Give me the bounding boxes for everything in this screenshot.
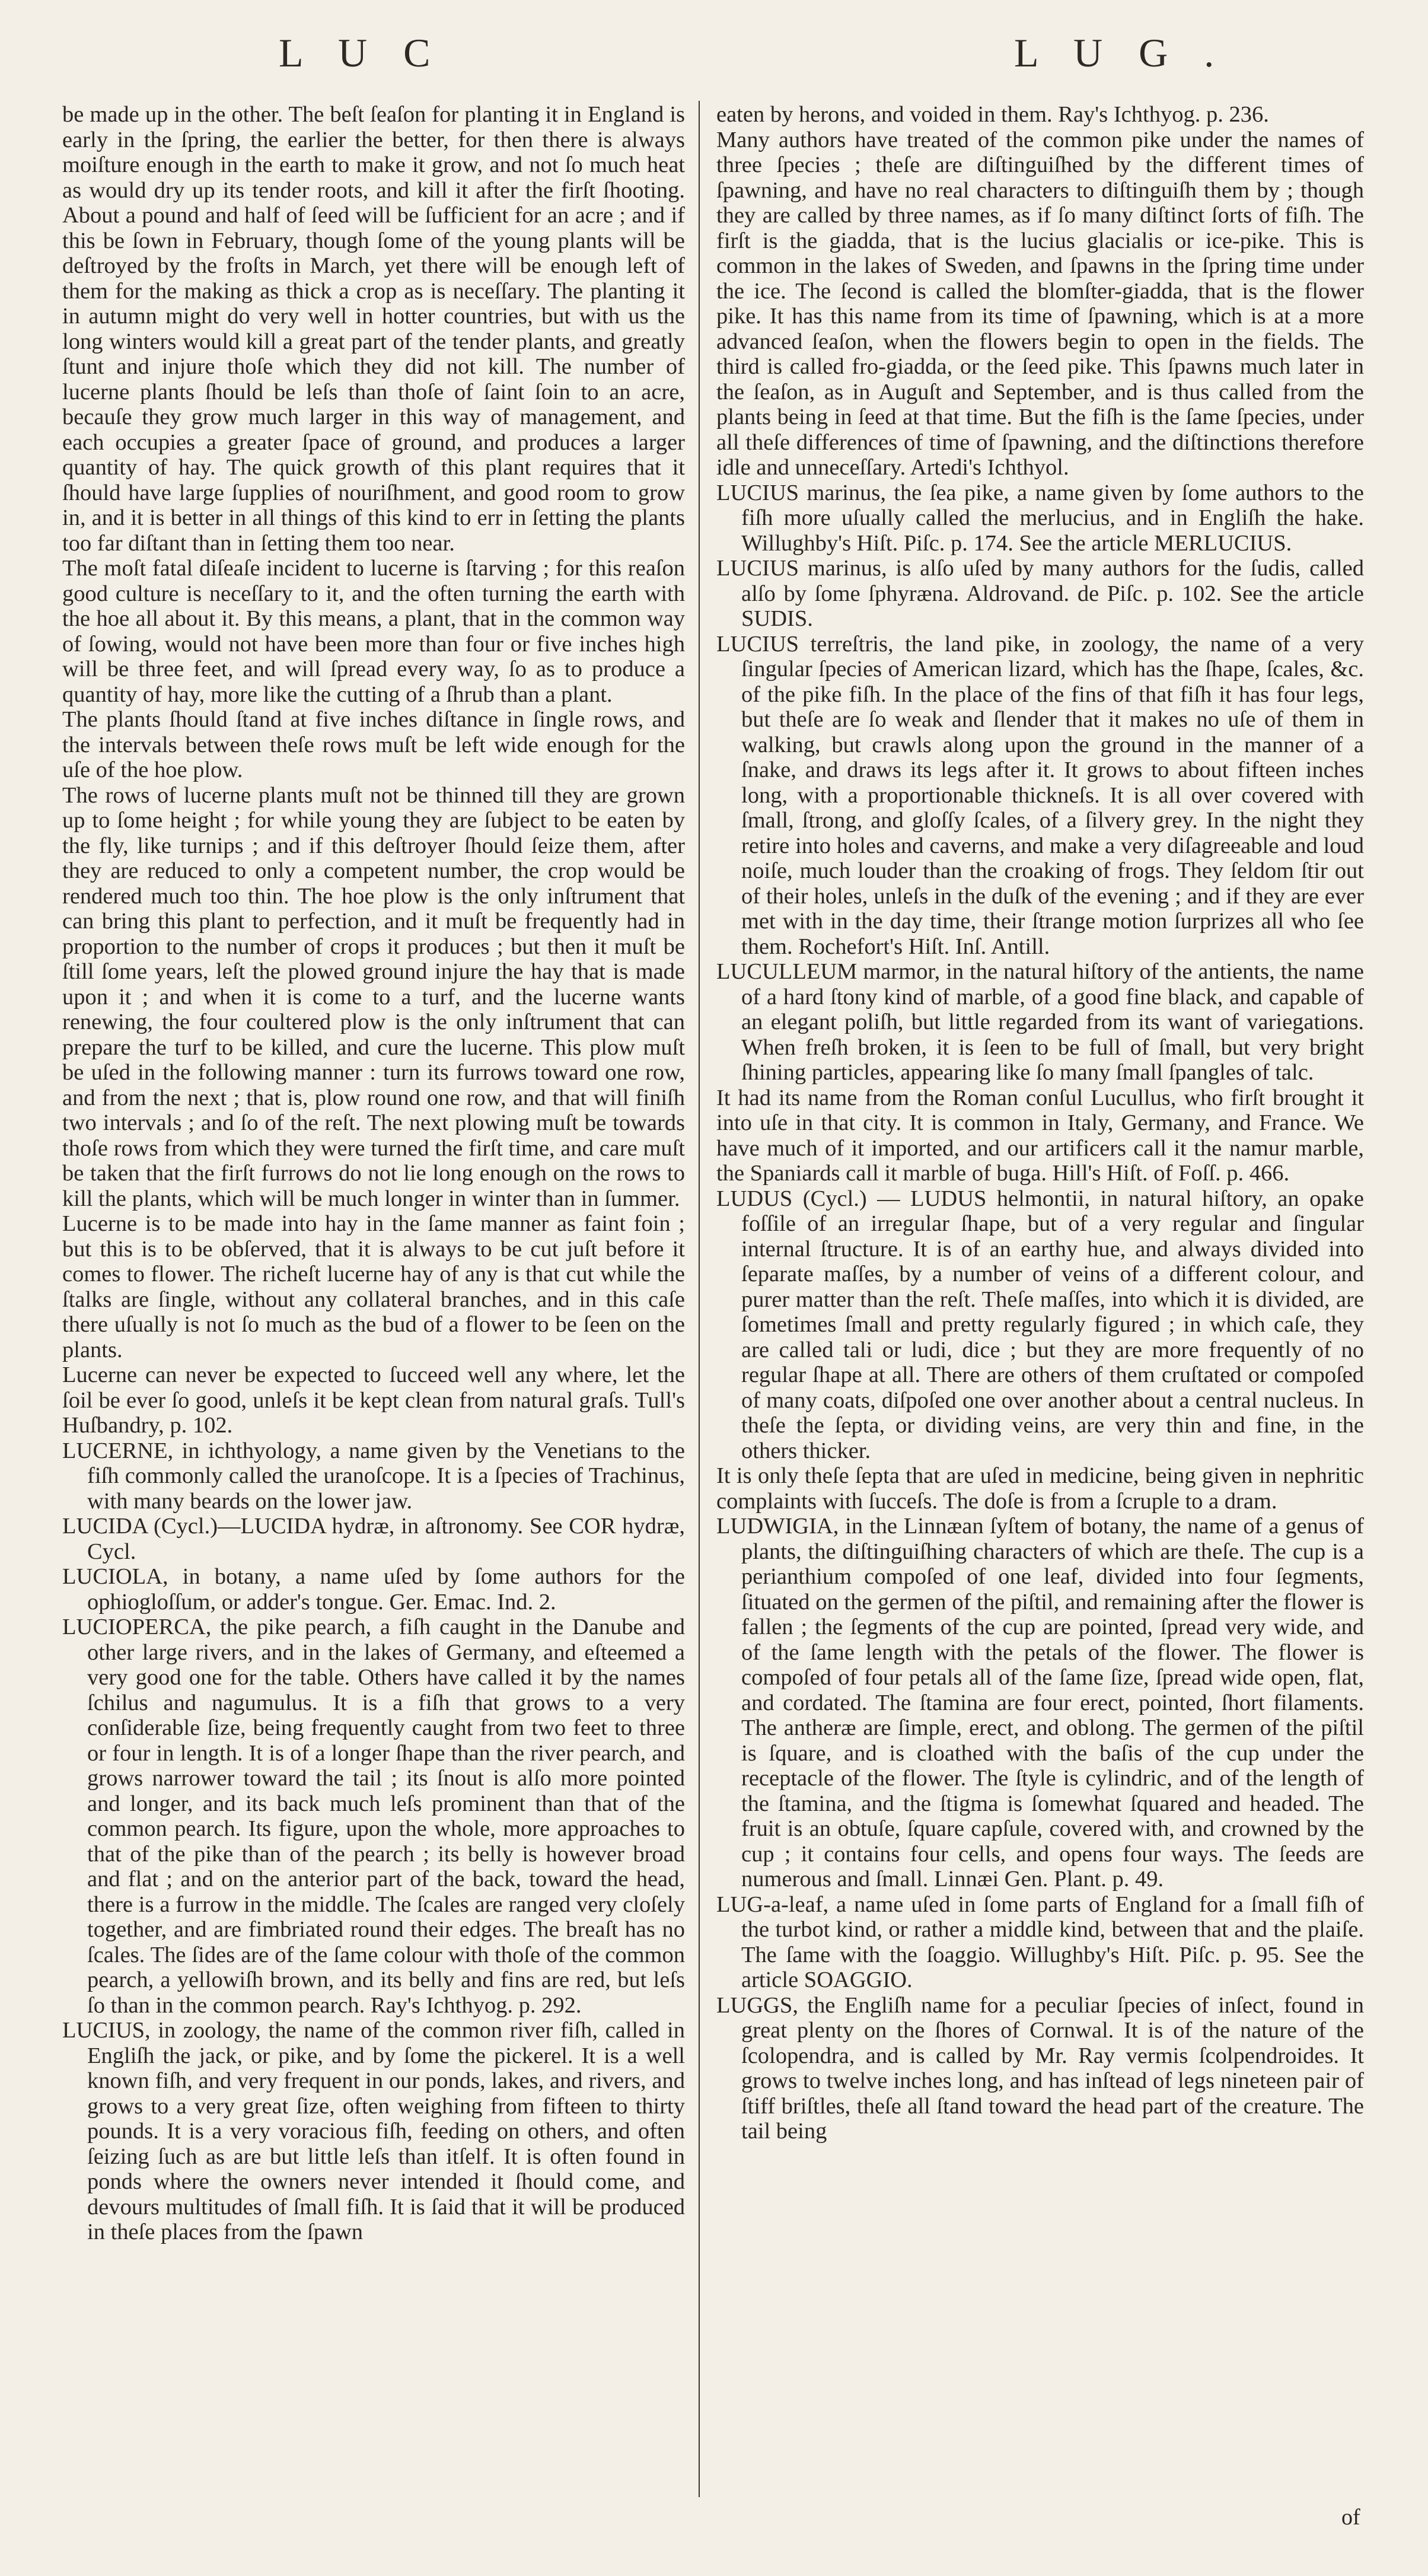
dictionary-entry: LUCIDA (Cycl.)—LUCIDA hydræ, in aſtronomy. See COR hydræ, Cycl. — [62, 1514, 685, 1564]
paragraph: The plants ſhould ſtand at five inches diſtance in ſingle rows, and the intervals between theſe rows muſt be left wide enough for the uſe of the hoe plow. — [62, 707, 685, 782]
paragraph: The moſt fatal diſeaſe incident to lucerne is ſtarving ; for this reaſon good culture is neceſſary to it, and the often turning the earth with the hoe all about it. By this means, a plant, that in the common way of ſowing, would not have been more than four or five inches high will be three feet, and will ſpread every way, ſo as to produce a quantity of hay, more like the cutting of a ſhrub than a plant. — [62, 556, 685, 707]
paragraph: Lucerne can never be expected to ſucceed well any where, let the ſoil be ever ſo good, unleſs it be kept clean from natural graſs. Tull's Huſbandry, p. 102. — [62, 1362, 685, 1438]
dictionary-entry: LUCIUS marinus, is alſo uſed by many authors for the ſudis, called alſo by ſome ſphyræna. Aldrovand. de Piſc. p. 102. See the article SUDIS. — [716, 556, 1364, 631]
dictionary-entry: LUGGS, the Engliſh name for a peculiar ſpecies of inſect, found in great plenty on the ſhores of Cornwal. It is of the nature of the ſcolopendra, and is called by Mr. Ray vermis ſcolpendroides. It grows to twelve inches long, and has inſtead of legs nineteen pair of ſtiff briſtles, theſe all ſtand toward the head part of the creature. The tail being — [716, 1992, 1364, 2144]
dictionary-entry: LUCIUS, in zoology, the name of the common river fiſh, called in Engliſh the jack, or pike, and by ſome the pickerel. It is a well known fiſh, and very frequent in our ponds, lakes, and rivers, and grows to a very great ſize, often weighing from fifteen to thirty pounds. It is a very voracious fiſh, feeding on others, and often ſeizing ſuch as are but little leſs than itſelf. It is often found in ponds where the owners never intended it ſhould come, and devours multitudes of ſmall fiſh. It is ſaid that it will be produced in theſe places from the ſpawn — [62, 2018, 685, 2244]
running-head-right: L U G . — [1014, 30, 1228, 75]
catchword: of — [1341, 2505, 1360, 2530]
dictionary-entry: LUCERNE, in ichthyology, a name given by the Venetians to the fiſh commonly called the uranoſcope. It is a ſpecies of Trachinus, with many beards on the lower jaw. — [62, 1438, 685, 1514]
dictionary-entry: LUG-a-leaf, a name uſed in ſome parts of England for a ſmall fiſh of the turbot kind, or rather a middle kind, between that and the plaiſe. The ſame with the ſoaggio. Willughby's Hiſt. Piſc. p. 95. See the article SOAGGIO. — [716, 1892, 1364, 1992]
paragraph: The rows of lucerne plants muſt not be thinned till they are grown up to ſome height ; for while young they are ſubject to be eaten by the fly, like turnips ; and if this deſtroyer ſhould ſeize them, after they are reduced to only a competent number, the crop would be rendered much too thin. The hoe plow is the only inſtrument that can bring this plant to perfection, and it muſt be frequently had in proportion to the number of crops it produces ; but then it muſt be ſtill ſome years, leſt the plowed ground injure the hay that is made upon it ; and when it is come to a turf, and the lucerne wants renewing, the four coultered plow is the only inſtrument that can prepare the turf to be killed, and cure the lucerne. This plow muſt be uſed in the following manner : turn its furrows toward one row, and from the next ; that is, plow round one row, and that will finiſh two intervals ; and ſo of the reſt. The next plowing muſt be towards thoſe rows from which they were turned the firſt time, and care muſt be taken that the firſt furrows do not lie long enough on the rows to kill the plants, which will be much longer in winter than in ſummer. — [62, 782, 685, 1211]
dictionary-entry: LUCIUS terreſtris, the land pike, in zoology, the name of a very ſingular ſpecies of American lizard, which has the ſhape, ſcales, &c. of the pike fiſh. In the place of the fins of that fiſh it has four legs, but theſe are ſo weak and ſlender that it makes no uſe of them in walking, but crawls along upon the ground in the manner of a ſnake, and draws its legs after it. It grows to about fifteen inches long, with a proportionable thickneſs. It is all over covered with ſmall, ſtrong, and gloſſy ſcales, of a ſilvery grey. In the night they retire into holes and caverns, and make a very diſagreeable and loud noiſe, much louder than the croaking of frogs. They ſeldom ſtir out of their holes, unleſs in the duſk of the evening ; and if they are ever met with in the day time, their ſtrange motion ſurprizes all who ſee them. Rochefort's Hiſt. Inſ. Antill. — [716, 631, 1364, 959]
dictionary-entry: LUCIOPERCA, the pike pearch, a fiſh caught in the Danube and other large rivers, and in the lakes of Germany, and eſteemed a very good one for the table. Others have called it by the names ſchilus and nagumulus. It is a fiſh that grows to a very conſiderable ſize, being frequently caught from two feet to three or four in length. It is of a longer ſhape than the river pearch, and grows narrower toward the tail ; its ſnout is alſo more pointed and longer, and its back much leſs prominent than that of the common pearch. Its figure, upon the whole, more approaches to that of the pike than of the pearch ; its belly is however broad and flat ; and on the anterior part of the back, toward the head, there is a furrow in the middle. The ſcales are ranged very cloſely together, and are fimbriated round their edges. The breaſt has no ſcales. The ſides are of the ſame colour with thoſe of the common pearch, a yellowiſh brown, and its belly and fins are red, but leſs ſo than in the common pearch. Ray's Ichthyog. p. 292. — [62, 1615, 685, 2018]
paragraph: It is only theſe ſepta that are uſed in medicine, being given in nephritic complaints with ſucceſs. The doſe is from a ſcruple to a dram. — [716, 1463, 1364, 1514]
dictionary-entry: LUCIOLA, in botany, a name uſed by ſome authors for the ophiogloſſum, or adder's tongue. Ger. Emac. Ind. 2. — [62, 1564, 685, 1615]
paragraph: Lucerne is to be made into hay in the ſame manner as faint foin ; but this is to be obſerved, that it is always to be cut juſt before it comes to flower. The richeſt lucerne hay of any is that cut while the ſtalks are ſingle, without any collateral branches, and in this caſe there uſually is not ſo much as the bud of a flower to be ſeen on the plants. — [62, 1211, 685, 1362]
left-column — [62, 102, 685, 2245]
paragraph: eaten by herons, and voided in them. Ray's Ichthyog. p. 236. — [716, 102, 1269, 127]
running-head-left: L U C — [279, 30, 444, 75]
dictionary-entry: LUCIUS marinus, the ſea pike, a name given by ſome authors to the fiſh more uſually called the merlucius, and in Engliſh the hake. Willughby's Hiſt. Piſc. p. 174. See the article MERLUCIUS. — [716, 480, 1364, 556]
paragraph: Many authors have treated of the common pike under the names of three ſpecies ; theſe are diſtinguiſhed by the different times of ſpawning, and have no real characters to diſtinguiſh them by ; though they are called by three names, as if ſo many diſtinct ſorts of fiſh. The firſt is the giadda, that is the lucius glacialis or ice-pike. This is common in the lakes of Sweden, and ſpawns in the ſpring time under the ice. The ſecond is called the blomſter-giadda, that is the flower pike. It has this name from its time of ſpawning, which is at a more advanced ſeaſon, when the flowers begin to open in the fields. The third is called fro-giadda, or the ſeed pike. This ſpawns much later in the ſeaſon, as in Auguſt and September, and is thus called from the plants being in ſeed at that time. But the fiſh is the ſame ſpecies, under all theſe differences of time of ſpawning, and the diſtinctions therefore idle and unneceſſary. Artedi's Ichthyol. — [716, 127, 1364, 480]
column-divider — [699, 101, 700, 2497]
dictionary-entry: LUCULLEUM marmor, in the natural hiſtory of the antients, the name of a hard ſtony kind of marble, of a good fine black, and capable of an elegant poliſh, but little regarded from its want of variegations. When freſh broken, it is ſeen to be full of ſmall, but very bright ſhining particles, appearing like ſo many ſmall ſpangles of talc. — [716, 959, 1364, 1085]
dictionary-entry: LUDWIGIA, in the Linnæan ſyſtem of botany, the name of a genus of plants, the diſtinguiſhing characters of which are theſe. The cup is a perianthium compoſed of one leaf, divided into four ſegments, ſituated on the germen of the piſtil, and remaining after the flower is fallen ; the ſegments of the cup are pointed, ſpread very wide, and of the ſame length with the petals of the flower. The flower is compoſed of four petals all of the ſame ſize, ſpread wide open, flat, and cordated. The ſtamina are four erect, pointed, ſhort filaments. The antheræ are ſimple, erect, and oblong. The germen of the piſtil is ſquare, and is cloathed with the baſis of the cup under the receptacle of the flower. The ſtyle is cylindric, and of the length of the ſtamina, and the ſtigma is ſomewhat ſquared and headed. The fruit is an obtuſe, ſquare capſule, covered with, and crowned by the cup ; it contains four cells, and opens four ways. The ſeeds are numerous and ſmall. Linnæi Gen. Plant. p. 49. — [716, 1514, 1364, 1892]
paragraph: It had its name from the Roman conſul Lucullus, who firſt brought it into uſe in that city. It is common in Italy, Germany, and France. We have much of it imported, and our artificers call it the namur marble, the Spaniards call it marble of buga. Hill's Hiſt. of Foſſ. p. 466. — [716, 1085, 1364, 1186]
paragraph: be made up in the other. The beſt ſeaſon for planting it in England is early in the ſpring, the earlier the better, for then there is always moiſture enough in the earth to make it grow, and not ſo much heat as would dry up its tender roots, and kill it after the firſt ſhooting. About a pound and half of ſeed will be ſufficient for an acre ; and if this be ſown in February, though ſome of the young plants will be deſtroyed by the froſts in March, yet there will be enough left of them for the making as thick a crop as is neceſſary. The planting it in autumn might do very well in hotter countries, but with us the long winters would kill a great part of the tender plants, and greatly ſtunt and injure thoſe which they did not kill. The number of lucerne plants ſhould be leſs than thoſe of ſaint ſoin to an acre, becauſe they grow much larger in this way of management, and each occupies a greater ſpace of ground, and produces a larger quantity of hay. The quick growth of this plant requires that it ſhould have large ſupplies of nouriſhment, and good room to grow in, and it is better in all things of this kind to err in ſetting the plants too far diſtant than in ſetting them too near. — [62, 102, 685, 556]
right-column — [716, 102, 1364, 2144]
dictionary-entry: LUDUS (Cycl.) — LUDUS helmontii, in natural hiſtory, an opake foſſile of an irregular ſhape, but of a very regular and ſingular internal ſtructure. It is of an earthy hue, and always divided into ſeparate maſſes, by a number of veins of a different colour, and purer matter than the reſt. Theſe maſſes, into which it is divided, are ſometimes ſmall and pretty regularly figured ; in which caſe, they are called tali or ludi, dice ; but they are more frequently of no regular ſhape at all. There are others of them cruſtated or compoſed of many coats, diſpoſed one over another about a central nucleus. In theſe the ſepta, or dividing veins, are very thin and fine, in the others thicker. — [716, 1186, 1364, 1463]
